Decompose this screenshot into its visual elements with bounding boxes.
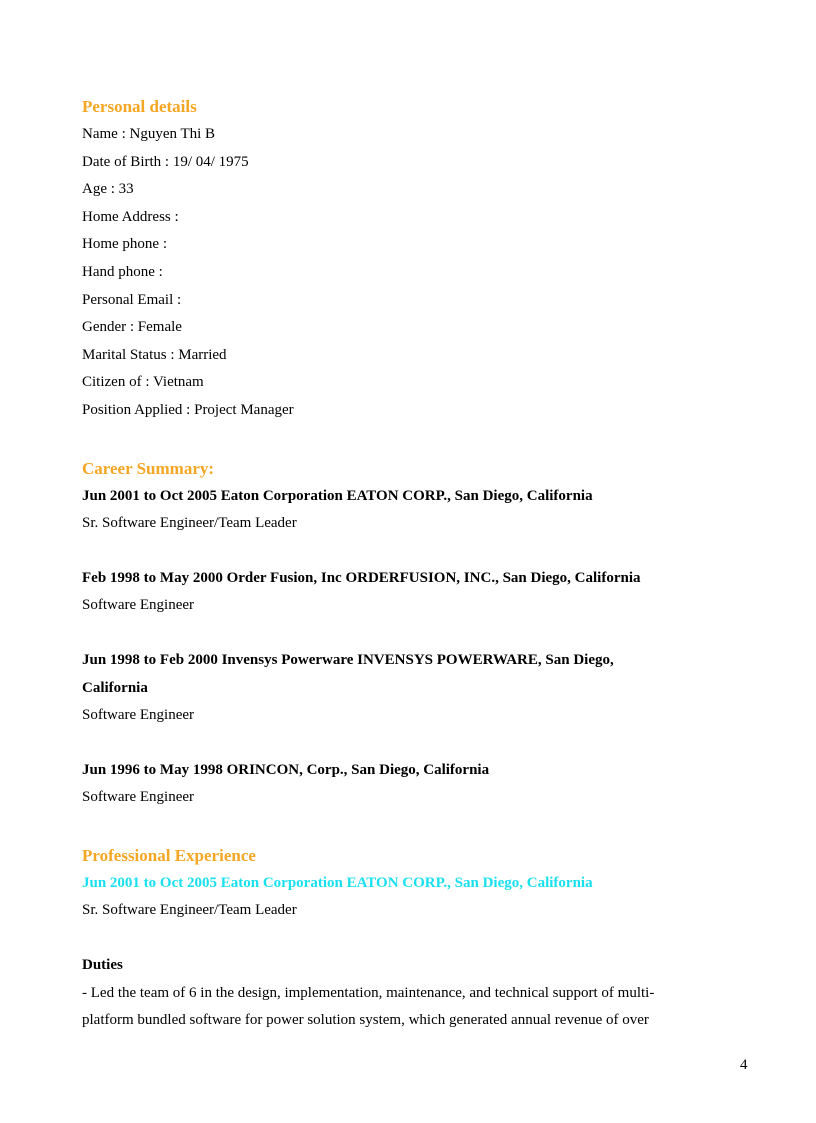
career-entry-role: Software Engineer — [82, 789, 195, 806]
spacer — [82, 812, 722, 842]
personal-details-heading: Personal details — [82, 97, 197, 116]
career-entry-title: Jun 1998 to Feb 2000 Invensys Powerware INVENSYS POWERWARE, San Diego, — [82, 651, 614, 668]
email-line: Personal Email : — [82, 291, 182, 308]
spacer — [82, 925, 722, 952]
career-summary-heading: Career Summary: — [82, 458, 215, 478]
home-phone-line: Home phone : — [82, 236, 167, 253]
gender-line: Gender : Female — [82, 319, 182, 336]
career-entry-role: Software Engineer — [82, 597, 195, 614]
spacer — [82, 425, 722, 455]
career-entry-title: Jun 1996 to May 1998 ORINCON, Corp., San Diego, California — [82, 761, 490, 778]
dob-line: Date of Birth : 19/ 04/ 1975 — [82, 153, 249, 170]
duties-heading: Duties — [82, 957, 123, 974]
career-entry-role: Software Engineer — [82, 707, 195, 724]
duty-text-line: platform bundled software for power solution system, which generated annual revenue of over — [82, 1012, 649, 1029]
spacer — [82, 538, 722, 565]
career-entry-role: Sr. Software Engineer/Team Leader — [82, 515, 297, 532]
resume-page — [82, 93, 722, 1035]
career-entry-title: Feb 1998 to May 2000 Order Fusion, Inc ORDERFUSION, INC., San Diego, California — [82, 569, 641, 586]
experience-job-role: Sr. Software Engineer/Team Leader — [82, 902, 297, 919]
page-number: 4 — [740, 1057, 748, 1073]
age-line: Age : 33 — [82, 181, 134, 198]
career-entry-title: Jun 2001 to Oct 2005 Eaton Corporation EATON CORP., San Diego, California — [82, 487, 593, 504]
hand-phone-line: Hand phone : — [82, 263, 163, 280]
professional-experience-heading: Professional Experience — [82, 845, 256, 865]
spacer — [82, 730, 722, 757]
career-entry-title-continued: California — [82, 679, 148, 696]
position-applied-line: Position Applied : Project Manager — [82, 401, 294, 418]
marital-status-line: Marital Status : Married — [82, 346, 227, 363]
citizen-line: Citizen of : Vietnam — [82, 374, 204, 391]
experience-job-title: Jun 2001 to Oct 2005 Eaton Corporation EATON CORP., San Diego, California — [82, 874, 593, 891]
spacer — [82, 620, 722, 647]
name-line: Name : Nguyen Thi B — [82, 126, 216, 142]
home-address-line: Home Address : — [82, 208, 179, 225]
duty-text-line: - Led the team of 6 in the design, implementation, maintenance, and technical support of multi- — [82, 984, 655, 1001]
